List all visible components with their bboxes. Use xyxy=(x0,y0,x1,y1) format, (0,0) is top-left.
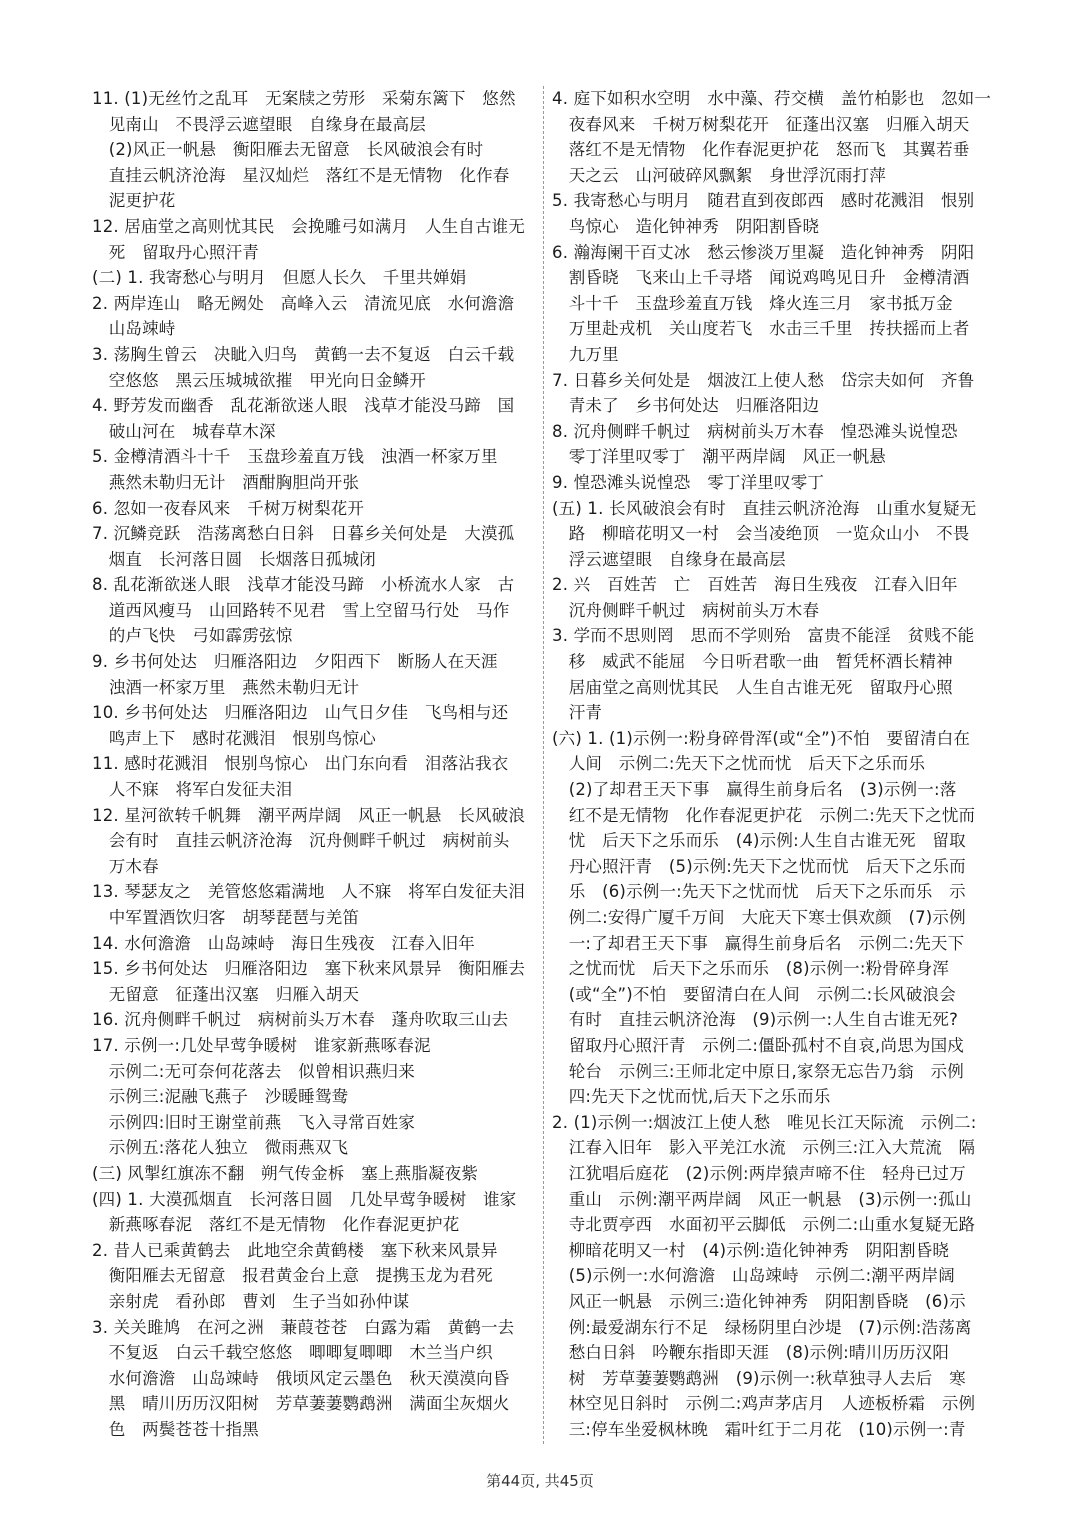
text-line: 2. (1)示例一:烟波江上使人愁 唯见长江天际流 示例二: xyxy=(552,1112,977,1132)
text-line: 沉舟侧畔千帆过 病树前头万木春 xyxy=(552,600,820,620)
text-line: 风正一帆悬 示例三:造化钟神秀 阴阳割昏晓 (6)示 xyxy=(552,1291,966,1311)
text-line: 16. 沉舟侧畔千帆过 病树前头万木春 蓬舟吹取三山去 xyxy=(92,1010,509,1030)
text-line: 中军置酒饮归客 胡琴琵琶与羌笛 xyxy=(92,908,360,927)
text-line: (三) 风掣红旗冻不翻 朔气传金柝 塞上燕脂凝夜紫 xyxy=(92,1163,479,1183)
text-line: 3. 关关雎鸠 在河之洲 蒹葭苍苍 白露为霜 黄鹤一去 xyxy=(92,1317,515,1337)
text-line: 2. 昔人已乘黄鹤去 此地空余黄鹤楼 塞下秋来风景异 xyxy=(92,1240,498,1260)
text-line: 不复返 白云千载空悠悠 唧唧复唧唧 木兰当户织 xyxy=(92,1343,493,1363)
text-line: 4. 野芳发而幽香 乱花渐欲迷人眼 浅草才能没马蹄 国 xyxy=(92,396,515,416)
text-line: (五) 1. 长风破浪会有时 直挂云帆济沧海 山重水复疑无 xyxy=(552,498,977,518)
text-line: 重山 示例:潮平两岸阔 风正一帆悬 (3)示例一:孤山 xyxy=(552,1189,972,1209)
text-line: 水何澹澹 山岛竦峙 俄顷风定云墨色 秋天漠漠向昏 xyxy=(92,1368,510,1388)
text-line: 江犹唱后庭花 (2)示例:两岸猿声啼不住 轻舟已过万 xyxy=(552,1163,966,1183)
text-line: 4. 庭下如积水空明 水中藻、荇交横 盖竹柏影也 忽如一 xyxy=(552,89,992,108)
text-line: 人不寐 将军白发征夫泪 xyxy=(92,780,293,800)
text-line: 汗青 xyxy=(552,703,603,723)
text-line: 2. 两岸连山 略无阙处 高峰入云 清流见底 水何澹澹 xyxy=(92,293,515,313)
text-line: 忧 后天下之乐而乐 (4)示例:人生自古谁无死 留取 xyxy=(552,831,966,851)
text-line: 三:停车坐爱枫林晚 霜叶红于二月花 (10)示例一:青 xyxy=(552,1419,966,1439)
text-line: 人间 示例二:先天下之忧而忧 后天下之乐而乐 xyxy=(552,754,926,774)
text-line: (或“全”)不怕 要留清白在人间 示例二:长风破浪会 xyxy=(552,984,956,1004)
text-line: 2. 兴 百姓苦 亡 百姓苦 海日生残夜 江春入旧年 xyxy=(552,575,958,595)
text-line: 山岛竦峙 xyxy=(92,319,176,339)
text-line: 7. 日暮乡关何处是 烟波江上使人愁 岱宗夫如何 齐鲁 xyxy=(552,370,975,390)
text-line: 鸣声上下 感时花溅泪 恨别鸟惊心 xyxy=(92,728,376,748)
column-divider xyxy=(543,86,544,1444)
text-line: 新燕啄春泥 落红不是无情物 化作春泥更护花 xyxy=(92,1215,460,1235)
text-line: 亲射虎 看孙郎 曹刘 生子当如孙仲谋 xyxy=(92,1291,410,1311)
text-line: 割昏晓 飞来山上千寻塔 闻说鸡鸣见日升 金樽清酒 xyxy=(552,268,970,288)
text-line: 15. 乡书何处达 归雁洛阳边 塞下秋来风景异 衡阳雁去 xyxy=(92,959,526,979)
text-line: 万里赴戎机 关山度若飞 水击三千里 抟扶摇而上者 xyxy=(552,319,970,339)
text-line: 一:了却君王天下事 赢得生前身后名 示例二:先天下 xyxy=(552,933,965,953)
text-line: 6. 瀚海阑干百丈冰 愁云惨淡万里凝 造化钟神秀 阴阳 xyxy=(552,242,975,262)
text-line: 万木春 xyxy=(92,856,159,876)
text-line: 12. 居庙堂之高则忧其民 会挽雕弓如满月 人生自古谁无 xyxy=(92,216,526,236)
text-line: 会有时 直挂云帆济沧海 沉舟侧畔千帆过 病树前头 xyxy=(92,831,510,851)
text-line: 鸟惊心 造化钟神秀 阴阳割昏晓 xyxy=(552,216,820,236)
text-line: 之忧而忧 后天下之乐而乐 (8)示例一:粉骨碎身浑 xyxy=(552,959,950,979)
text-line: 居庙堂之高则忧其民 人生自古谁无死 留取丹心照 xyxy=(552,677,953,697)
text-line: 青未了 乡书何处达 归雁洛阳边 xyxy=(552,396,820,416)
text-line: 直挂云帆济沧海 星汉灿烂 落红不是无情物 化作春 xyxy=(92,165,510,185)
text-line: 示例二:无可奈何花落去 似曾相识燕归来 xyxy=(92,1061,416,1081)
text-line: 泥更护花 xyxy=(92,191,176,211)
text-line: 道西风瘦马 山回路转不见君 雪上空留马行处 马作 xyxy=(92,600,510,620)
text-line: 6. 忽如一夜春风来 千树万树梨花开 xyxy=(92,498,365,518)
text-line: 示例四:旧时王谢堂前燕 飞入寻常百姓家 xyxy=(92,1112,416,1132)
text-line: 黑 晴川历历汉阳树 芳草萋萋鹦鹉洲 满面尘灰烟火 xyxy=(92,1394,510,1414)
text-line: 浊酒一杯家万里 燕然未勒归无计 xyxy=(92,677,360,697)
text-line: (5)示例一:水何澹澹 山岛竦峙 示例二:潮平两岸阔 xyxy=(552,1266,955,1286)
text-line: 9. 惶恐滩头说惶恐 零丁洋里叹零丁 xyxy=(552,472,825,492)
text-line: 3. 荡胸生曾云 决眦入归鸟 黄鹤一去不复返 白云千载 xyxy=(92,344,515,364)
text-line: 烟直 长河落日圆 长烟落日孤城闭 xyxy=(92,549,376,569)
text-line: 的卢飞快 弓如霹雳弦惊 xyxy=(92,626,293,646)
text-line: 3. 学而不思则罔 思而不学则殆 富贵不能淫 贫贱不能 xyxy=(552,626,975,646)
text-line: 死 留取丹心照汗青 xyxy=(92,242,259,262)
text-line: 柳暗花明又一村 (4)示例:造化钟神秀 阴阳割昏晓 xyxy=(552,1240,950,1260)
text-line: 零丁洋里叹零丁 潮平两岸阔 风正一帆悬 xyxy=(552,447,886,467)
text-line: 树 芳草萋萋鹦鹉洲 (9)示例一:秋草独寻人去后 寒 xyxy=(552,1368,966,1388)
text-line: 10. 乡书何处达 归雁洛阳边 山气日夕佳 飞鸟相与还 xyxy=(92,703,509,723)
text-line: 愁白日斜 吟鞭东指即天涯 (8)示例:晴川历历汉阳 xyxy=(552,1343,950,1363)
text-line: 留取丹心照汗青 示例二:僵卧孤村不自哀,尚思为国戍 xyxy=(552,1035,965,1055)
text-line: 天之云 山河破碎风飘絮 身世浮沉雨打萍 xyxy=(552,165,886,185)
text-line: 红不是无情物 化作春泥更护花 示例二:先天下之忧而 xyxy=(552,805,976,825)
text-line: 8. 沉舟侧畔千帆过 病树前头万木春 惶恐滩头说惶恐 xyxy=(552,421,958,441)
text-line: 示例三:泥融飞燕子 沙暖睡鸳鸯 xyxy=(92,1087,349,1107)
right-column xyxy=(552,86,994,1442)
text-line: 路 柳暗花明又一村 会当凌绝顶 一览众山小 不畏 xyxy=(552,524,970,544)
text-line: 5. 我寄愁心与明月 随君直到夜郎西 感时花溅泪 恨别 xyxy=(552,191,975,211)
text-line: (二) 1. 我寄愁心与明月 但愿人长久 千里共婵娟 xyxy=(92,268,467,288)
text-line: 7. 沉鳞竞跃 浩荡离愁白日斜 日暮乡关何处是 大漠孤 xyxy=(92,524,515,544)
text-line: 见南山 不畏浮云遮望眼 自缘身在最高层 xyxy=(92,114,426,134)
text-line: 14. 水何澹澹 山岛竦峙 海日生残夜 江春入旧年 xyxy=(92,933,475,953)
text-line: 破山河在 城春草木深 xyxy=(92,421,276,441)
text-line: 5. 金樽清酒斗十千 玉盘珍羞直万钱 浊酒一杯家万里 xyxy=(92,447,498,467)
text-line: 12. 星河欲转千帆舞 潮平两岸阔 风正一帆悬 长风破浪 xyxy=(92,805,526,825)
text-line: 无留意 征蓬出汉塞 归雁入胡天 xyxy=(92,984,360,1004)
text-line: 九万里 xyxy=(552,344,619,364)
text-line: 9. 乡书何处达 归雁洛阳边 夕阳西下 断肠人在天涯 xyxy=(92,652,498,672)
text-line: 林空见日斜时 示例二:鸡声茅店月 人迹板桥霜 示例 xyxy=(552,1394,976,1414)
text-line: (四) 1. 大漠孤烟直 长河落日圆 几处早莺争暖树 谁家 xyxy=(92,1189,517,1209)
text-line: 13. 琴瑟友之 羌管悠悠霜满地 人不寐 将军白发征夫泪 xyxy=(92,882,526,902)
text-line: 例:最爱湖东行不足 绿杨阴里白沙堤 (7)示例:浩荡离 xyxy=(552,1317,972,1337)
text-line: 浮云遮望眼 自缘身在最高层 xyxy=(552,549,786,569)
text-line: 四:先天下之忧而忧,后天下之乐而乐 xyxy=(552,1087,831,1107)
text-line: 移 威武不能屈 今日听君歌一曲 暂凭杯酒长精神 xyxy=(552,652,953,672)
page-number: 第44页, 共45页 xyxy=(486,1472,594,1490)
text-line: (六) 1. (1)示例一:粉身碎骨浑(或“全”)不怕 要留清白在 xyxy=(552,728,971,748)
text-line: 江春入旧年 影入平羌江水流 示例三:江入大荒流 隔 xyxy=(552,1138,976,1158)
text-line: (2)风正一帆悬 衡阳雁去无留意 长风破浪会有时 xyxy=(92,140,484,160)
text-line: 有时 直挂云帆济沧海 (9)示例一:人生自古谁无死? xyxy=(552,1010,959,1030)
text-line: 8. 乱花渐欲迷人眼 浅草才能没马蹄 小桥流水人家 古 xyxy=(92,575,515,595)
text-line: 乐 (6)示例一:先天下之忧而忧 后天下之乐而乐 示 xyxy=(552,882,966,902)
text-line: 17. 示例一:几处早莺争暖树 谁家新燕啄春泥 xyxy=(92,1035,431,1055)
text-line: 丹心照汗青 (5)示例:先天下之忧而忧 后天下之乐而 xyxy=(552,856,966,876)
text-line: 轮台 示例三:王师北定中原日,家祭无忘告乃翁 示例 xyxy=(552,1061,965,1081)
text-line: 11. 感时花溅泪 恨别鸟惊心 出门东向看 泪落沾我衣 xyxy=(92,754,509,774)
text-line: 斗十千 玉盘珍羞直万钱 烽火连三月 家书抵万金 xyxy=(552,293,953,313)
text-line: 衡阳雁去无留意 报君黄金台上意 提携玉龙为君死 xyxy=(92,1266,493,1286)
text-line: 示例五:落花人独立 微雨燕双飞 xyxy=(92,1138,349,1158)
text-line: 寺北贾亭西 水面初平云脚低 示例二:山重水复疑无路 xyxy=(552,1215,976,1235)
text-line: 例二:安得广厦千万间 大庇天下寒士俱欢颜 (7)示例 xyxy=(552,908,966,927)
text-line: 空悠悠 黑云压城城欲摧 甲光向日金鳞开 xyxy=(92,370,426,390)
text-line: 色 两鬓苍苍十指黑 xyxy=(92,1419,259,1439)
text-line: 11. (1)无丝竹之乱耳 无案牍之劳形 采菊东篱下 悠然 xyxy=(92,89,516,108)
text-line: 燕然未勒归无计 酒酣胸胆尚开张 xyxy=(92,472,360,492)
left-column xyxy=(92,86,537,1442)
text-line: (2)了却君王天下事 赢得生前身后名 (3)示例一:落 xyxy=(552,780,957,800)
text-line: 落红不是无情物 化作春泥更护花 怒而飞 其翼若垂 xyxy=(552,140,970,160)
text-line: 夜春风来 千树万树梨花开 征蓬出汉塞 归雁入胡天 xyxy=(552,114,970,134)
